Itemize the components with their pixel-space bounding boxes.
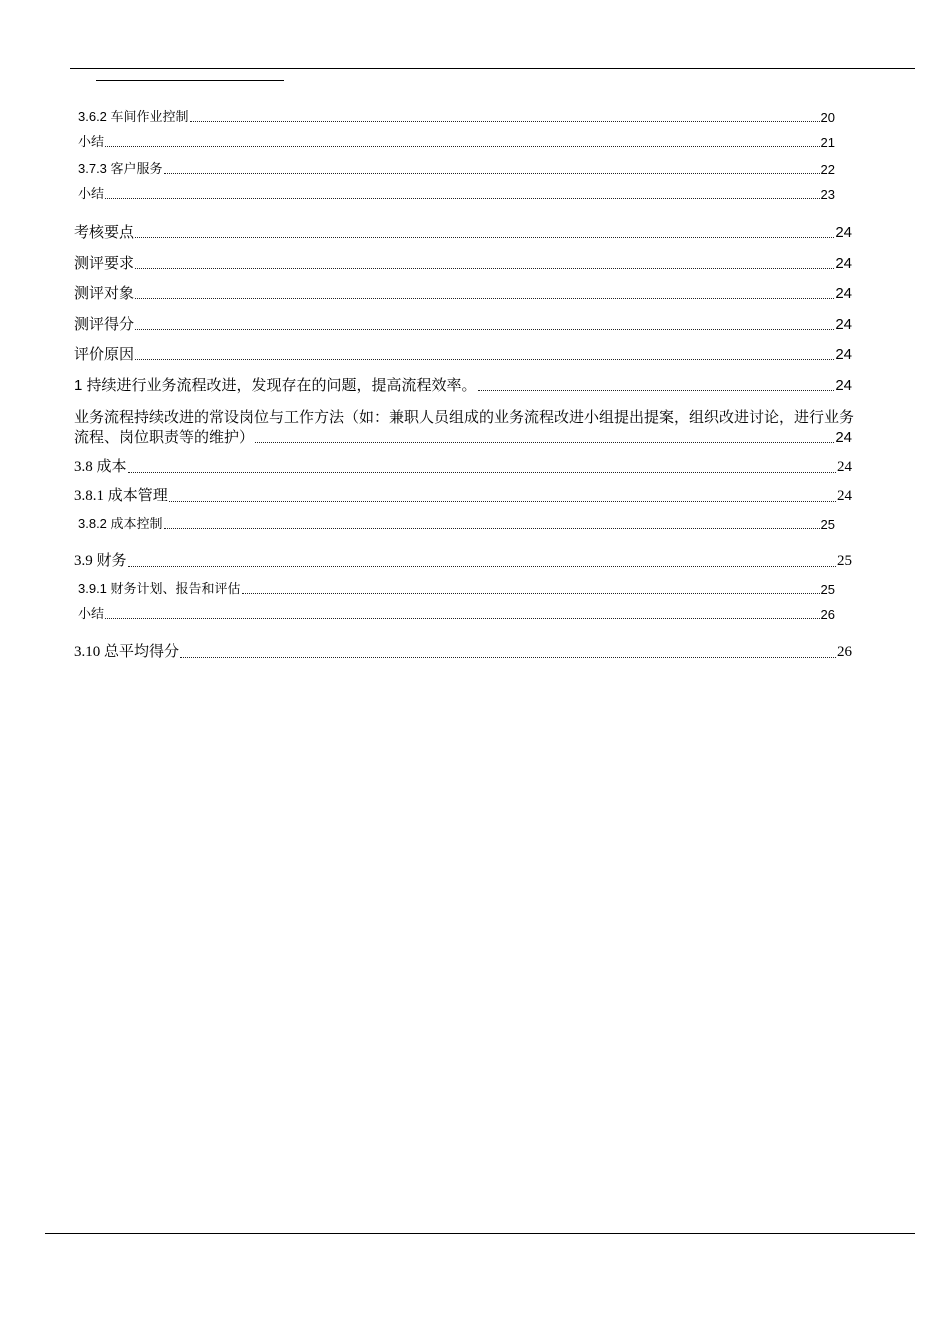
toc-entry-title: 3.8.1 成本管理	[74, 488, 168, 504]
toc-entry-number: 3.8.2	[78, 516, 107, 531]
toc-page-number: 25	[820, 582, 835, 597]
dot-leader	[135, 358, 834, 360]
toc-page-number: 24	[835, 346, 852, 363]
dot-leader	[128, 471, 836, 473]
toc-page-number: 24	[837, 459, 852, 475]
toc-entry-title: 小结	[78, 187, 105, 202]
toc-entry-title: 1 持续进行业务流程改进，发现存在的问题，提高流程效率。	[74, 377, 477, 394]
toc-entry[interactable]	[78, 608, 835, 621]
toc-entry-title: 测评要求	[74, 255, 135, 272]
toc-entry-title: 业务流程持续改进的常设岗位与工作方法（如：兼职人员组成的业务流程改进小组提出提案，组织改进讨论，进行业务	[74, 409, 855, 426]
dot-leader	[128, 565, 836, 567]
dot-leader	[135, 267, 834, 269]
toc-page-number: 25	[820, 517, 835, 532]
toc-entry[interactable]	[78, 517, 835, 531]
dot-leader	[164, 527, 820, 529]
toc-entry-title: 3.10 总平均得分	[74, 644, 180, 660]
toc-page-number: 21	[820, 135, 835, 150]
toc-entry-title: 测评得分	[74, 316, 135, 333]
dot-leader	[135, 297, 834, 299]
dot-leader	[190, 120, 820, 122]
toc-entry-title: 测评对象	[74, 285, 135, 302]
toc-entry[interactable]	[74, 225, 852, 240]
toc-entry[interactable]	[74, 317, 852, 332]
toc-entry-number: 3.7.3	[78, 161, 107, 176]
dot-leader	[105, 617, 820, 619]
toc-entry-number: 3.6.2	[78, 109, 107, 124]
dot-leader	[478, 389, 835, 391]
dot-leader	[180, 656, 836, 658]
toc-entry[interactable]	[74, 645, 852, 660]
toc-page-number: 22	[820, 162, 835, 177]
toc-entry[interactable]	[74, 347, 852, 362]
dot-leader	[105, 145, 820, 147]
toc-page-number: 24	[835, 255, 852, 272]
toc-entry[interactable]	[78, 110, 835, 124]
dot-leader	[135, 328, 834, 330]
toc-entry-number: 3.9.1	[78, 581, 107, 596]
toc-page-number: 23	[820, 187, 835, 202]
toc-entry[interactable]	[74, 489, 852, 504]
toc-page-number: 24	[837, 488, 852, 504]
toc-entry-title: 小结	[78, 135, 105, 150]
toc-page-number: 25	[837, 553, 852, 569]
header-rule	[70, 68, 915, 69]
toc-entry-title: 车间作业控制	[110, 110, 189, 125]
toc-entry[interactable]	[74, 378, 852, 393]
toc-page-number: 24	[835, 285, 852, 302]
toc-entry-title: 客户服务	[110, 162, 163, 177]
toc-page-number: 24	[835, 316, 852, 333]
toc-page-number: 26	[820, 607, 835, 622]
toc-page-number: 20	[820, 110, 835, 125]
toc-entry[interactable]	[78, 582, 835, 596]
toc-page-number: 24	[835, 429, 852, 446]
footer-rule	[45, 1233, 915, 1234]
toc-entry[interactable]	[78, 162, 835, 176]
dot-leader	[105, 197, 820, 199]
toc-entry[interactable]	[78, 188, 835, 201]
dot-leader	[255, 441, 834, 443]
dot-leader	[164, 172, 820, 174]
toc-entry[interactable]	[74, 256, 852, 271]
toc-entry-title: 评价原因	[74, 346, 135, 363]
toc-page-number: 26	[837, 644, 852, 660]
header-short-rule	[96, 80, 284, 81]
toc-entry-title: 小结	[78, 607, 105, 622]
toc-entry[interactable]	[74, 554, 852, 569]
toc-entry-title-continued: 流程、岗位职责等的维护）	[74, 429, 255, 446]
toc-page-number: 24	[835, 224, 852, 241]
toc-entry[interactable]	[74, 408, 906, 448]
toc-entry-title: 3.9 财务	[74, 553, 127, 569]
toc-entry-title: 成本控制	[110, 517, 163, 532]
toc-entry-title: 考核要点	[74, 224, 135, 241]
toc-entry-title: 财务计划、报告和评估	[110, 582, 241, 597]
toc-entry-title: 3.8 成本	[74, 459, 127, 475]
dot-leader	[135, 236, 834, 238]
toc-page-number: 24	[835, 377, 852, 394]
dot-leader	[242, 592, 820, 594]
toc-entry[interactable]	[74, 460, 852, 475]
dot-leader	[169, 500, 836, 502]
toc-entry[interactable]	[74, 286, 852, 301]
toc-entry[interactable]	[78, 136, 835, 149]
